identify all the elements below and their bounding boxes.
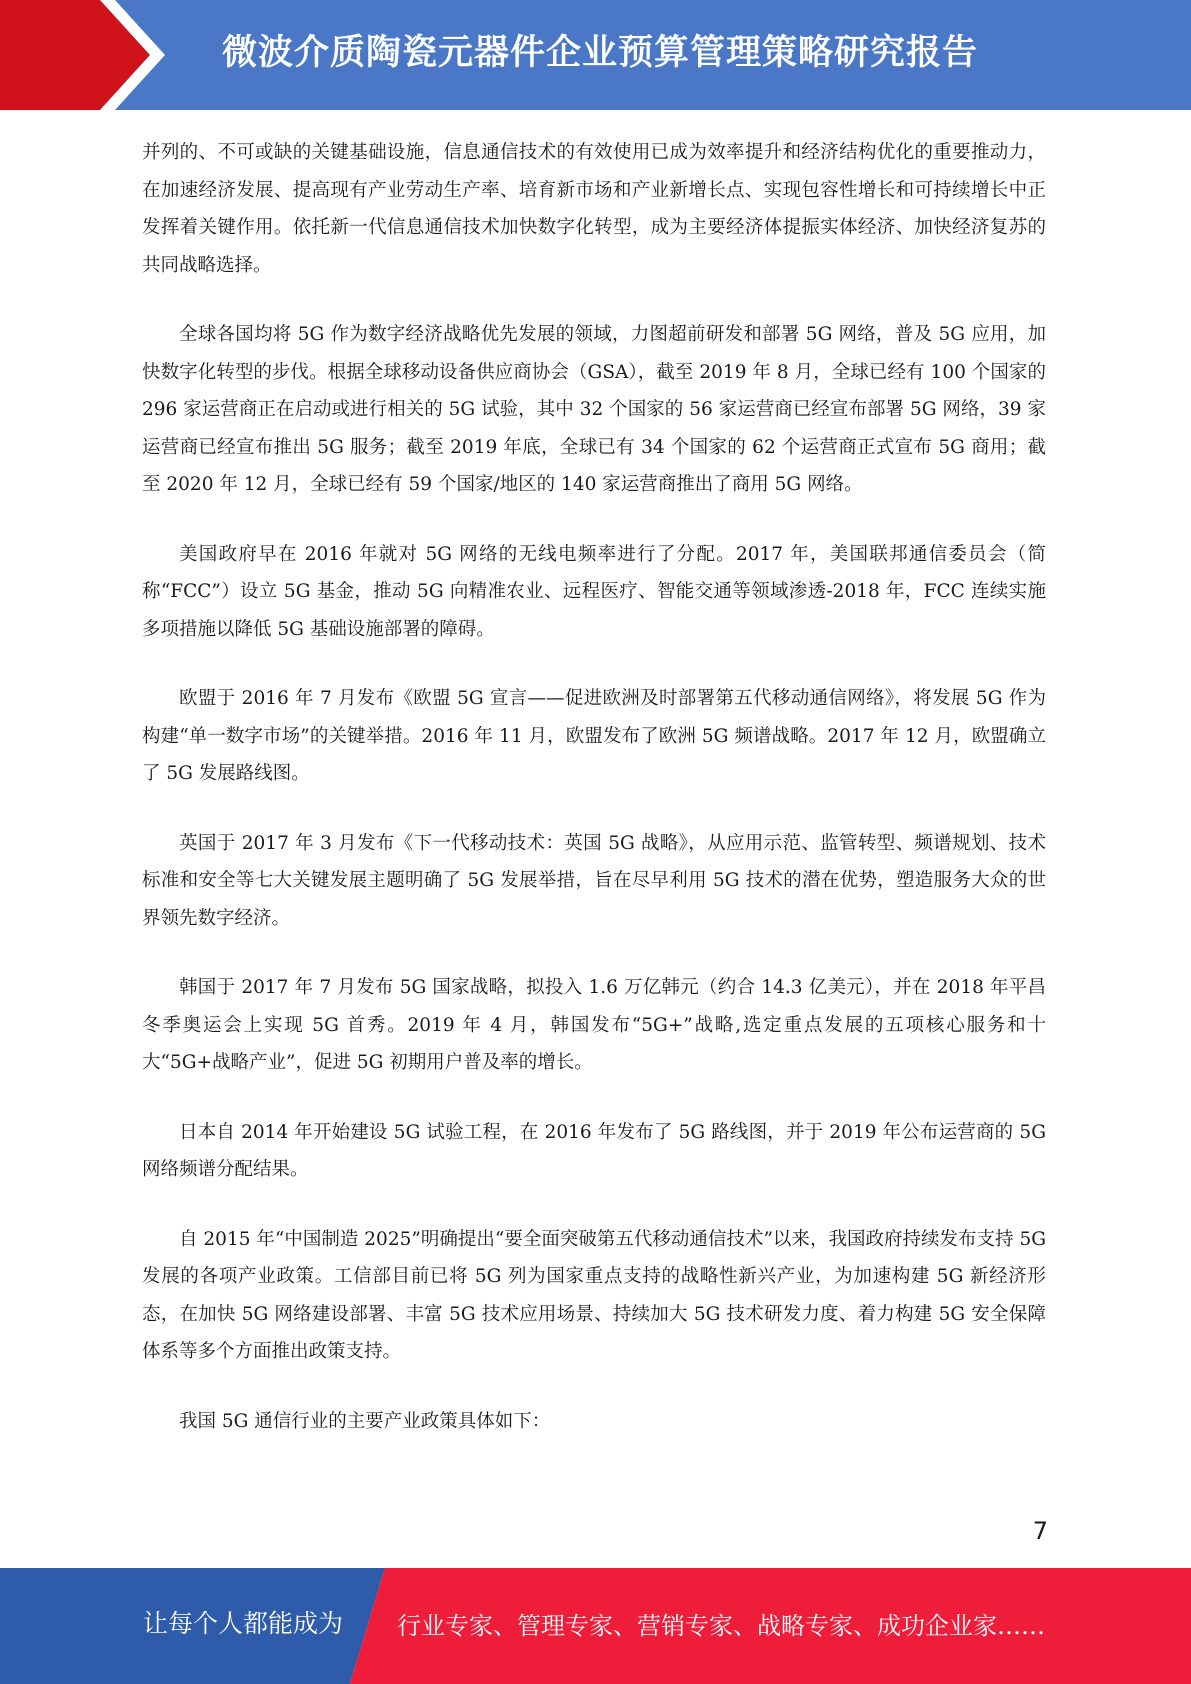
paragraph: 欧盟于 2016 年 7 月发布《欧盟 5G 宣言——促进欧洲及时部署第五代移动通信网络》，将发展 5G 作为构建“单一数字市场”的关键举措。2016 年 11 月，欧盟发布了欧洲 5G 频谱战略。2017 年 12 月，欧盟确立了 5G 发展路线图。 — [142, 688, 1046, 784]
page-number: 7 — [1032, 1517, 1048, 1545]
paragraph: 韩国于 2017 年 7 月发布 5G 国家战略，拟投入 1.6 万亿韩元（约合 14.3 亿美元），并在 2018 年平昌冬季奥运会上实现 5G 首秀。2019 年 4 月，韩国发布“5G+”战略,选定重点发展的五项核心服务和十大“5G+战略产业”，促进 5G 初期用户普及率的增长。 — [142, 977, 1046, 1073]
paragraph: 英国于 2017 年 3 月发布《下一代移动技术：英国 5G 战略》，从应用示范、监管转型、频谱规划、技术标准和安全等七大关键发展主题明确了 5G 发展举措，旨在尽早利用 5G 技术的潜在优势，塑造服务大众的世界领先数字经济。 — [142, 832, 1046, 929]
paragraph: 日本自 2014 年开始建设 5G 试验工程，在 2016 年发布了 5G 路线图，并于 2019 年公布运营商的 5G 网络频谱分配结果。 — [142, 1121, 1046, 1180]
footer-slogan-right: 行业专家、管理专家、营销专家、战略专家、成功企业家…… — [397, 1612, 1045, 1640]
document-body — [142, 134, 1046, 1472]
paragraph: 并列的、不可或缺的关键基础设施，信息通信技术的有效使用已成为效率提升和经济结构优化的重要推动力，在加速经济发展、提高现有产业劳动生产率、培育新市场和产业新增长点、实现包容性增长和可持续增长中正发挥着关键作用。依托新一代信息通信技术加快数字化转型，成为主要经济体提振实体经济、加快经济复苏的共同战略选择。 — [142, 142, 1046, 276]
header-banner — [0, 0, 1191, 110]
paragraph: 美国政府早在 2016 年就对 5G 网络的无线电频率进行了分配。2017 年，美国联邦通信委员会（简称“FCC”）设立 5G 基金，推动 5G 向精准农业、远程医疗、智能交通等领域渗透-2018 年，FCC 连续实施多项措施以降低 5G 基础设施部署的障碍。 — [142, 543, 1046, 640]
paragraph: 我国 5G 通信行业的主要产业政策具体如下： — [179, 1410, 551, 1432]
paragraph: 全球各国均将 5G 作为数字经济战略优先发展的领域，力图超前研发和部署 5G 网络，普及 5G 应用，加快数字化转型的步伐。根据全球移动设备供应商协会（GSA），截至 2019 年 8 月，全球已经有 100 个国家的 296 家运营商正在启动或进行相关的 5G 试验，其中 32 个国家的 56 家运营商已经宣布部署 5G 网络，39 家运营商已经宣布推出 5G 服务；截至 2019 年底，全球已有 34 个国家的 62 个运营商正式宣布 5G 商用；截至 2020 年 12 月，全球已经有 59 个国家/地区的 140 家运营商推出了商用 5G 网络。 — [142, 324, 1046, 495]
paragraph: 自 2015 年“中国制造 2025”明确提出“要全面突破第五代移动通信技术”以来，我国政府持续发布支持 5G 发展的各项产业政策。工信部目前已将 5G 列为国家重点支持的战略性新兴产业，为加速构建 5G 新经济形态，在加快 5G 网络建设部署、丰富 5G 技术应用场景、持续加大 5G 技术研发力度、着力构建 5G 安全保障体系等多个方面推出政策支持。 — [142, 1228, 1046, 1362]
footer-banner — [0, 1568, 1191, 1684]
footer-slogan-left: 让每个人都能成为 — [143, 1609, 344, 1638]
report-title: 微波介质陶瓷元器件企业预算管理策略研究报告 — [222, 33, 979, 73]
